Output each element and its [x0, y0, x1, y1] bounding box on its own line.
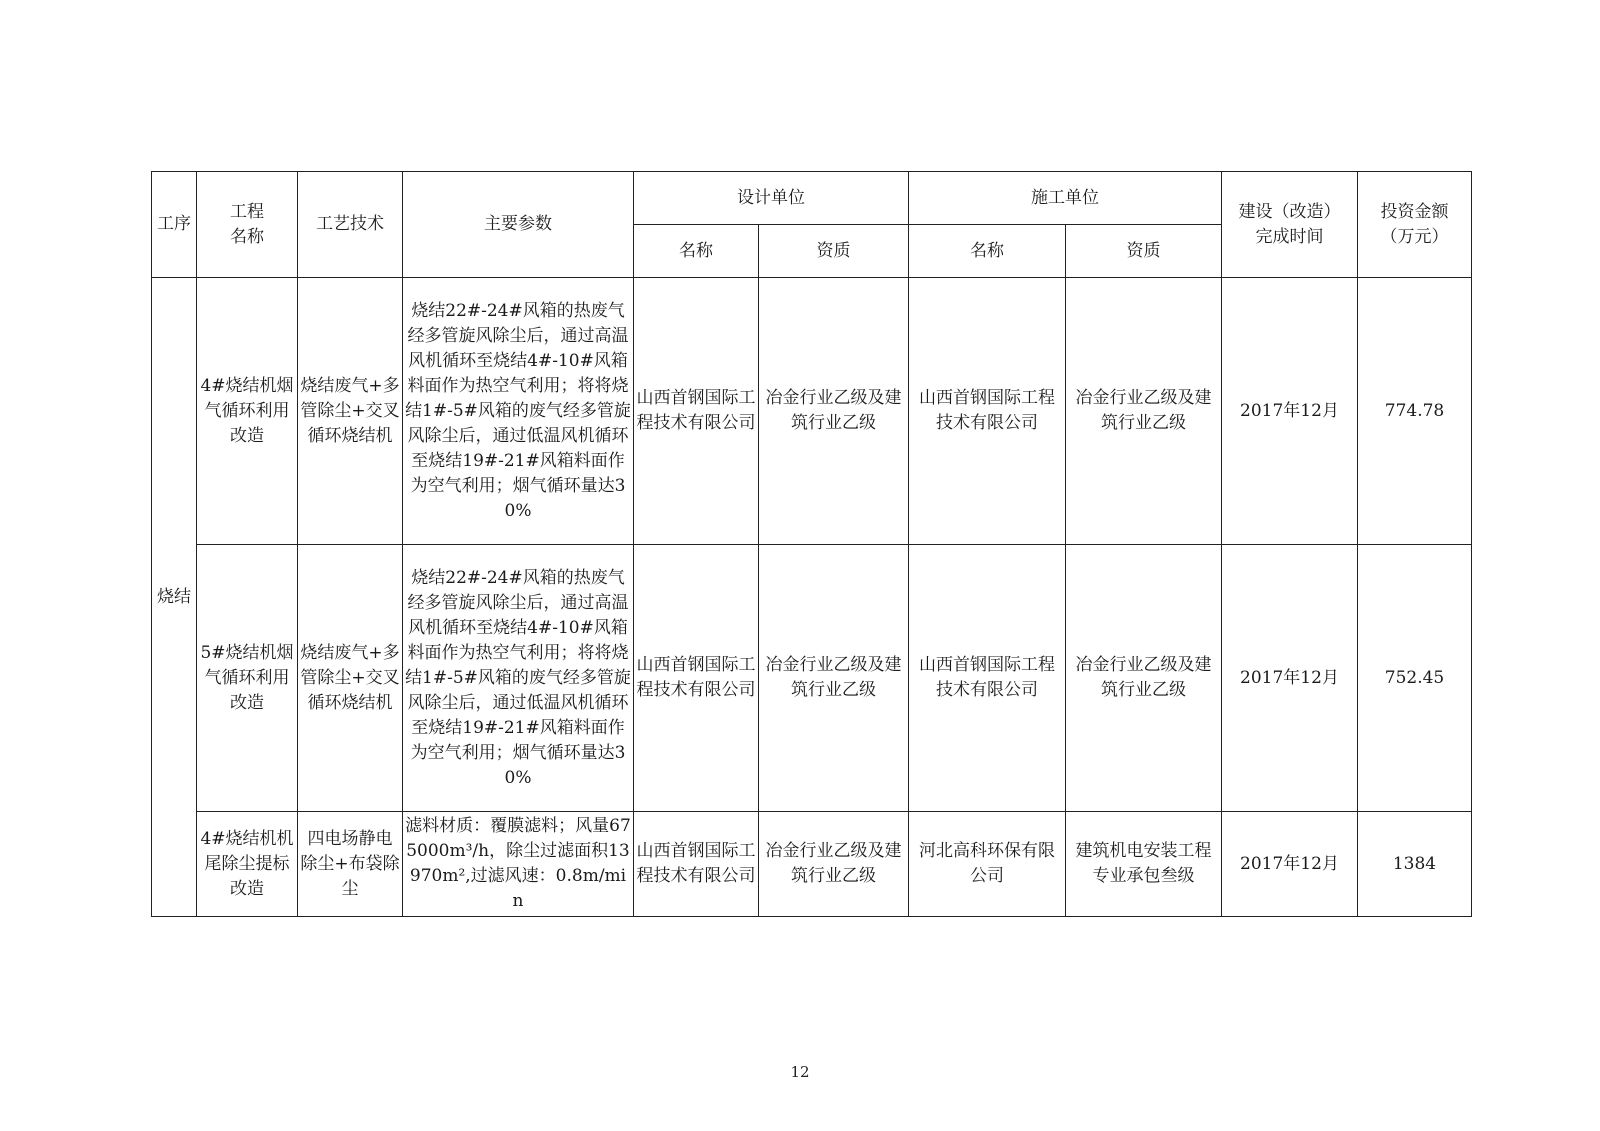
investment-cell: 752.45 — [1358, 545, 1472, 812]
construction-name-cell: 山西首钢国际工程技术有限公司 — [909, 278, 1066, 545]
construction-name-cell: 河北高科环保有限公司 — [909, 812, 1066, 917]
main-params-cell: 烧结22#-24#风箱的热废气经多管旋风除尘后，通过高温风机循环至烧结4#-10#风箱料面作为热空气利用；将将烧结1#-5#风箱的废气经多管旋风除尘后，通过低温风机循环至烧结19#-21#风箱料面作为空气利用；烟气循环量达30% — [403, 278, 634, 545]
header-technology: 工艺技术 — [298, 172, 403, 278]
construction-qualification-cell: 建筑机电安装工程专业承包叁级 — [1066, 812, 1222, 917]
design-name-cell: 山西首钢国际工程技术有限公司 — [634, 812, 759, 917]
technology-cell: 烧结废气+多 管除尘+交叉 循环烧结机 — [298, 278, 403, 545]
investment-cell: 1384 — [1358, 812, 1472, 917]
completion-time-cell: 2017年12月 — [1222, 545, 1358, 812]
design-qualification-cell: 冶金行业乙级及建筑行业乙级 — [759, 278, 909, 545]
investment-cell: 774.78 — [1358, 278, 1472, 545]
technology-cell: 四电场静电除尘+布袋除尘 — [298, 812, 403, 917]
main-params-cell: 滤料材质：覆膜滤料；风量675000m³/h，除尘过滤面积13970m²,过滤风速：0.8m/min — [403, 812, 634, 917]
design-name-cell: 山西首钢国际工程技术有限公司 — [634, 278, 759, 545]
page-number: 12 — [790, 1063, 810, 1081]
header-project-name: 工程 名称 — [197, 172, 298, 278]
process-group-cell: 烧结 — [152, 278, 197, 917]
table-row — [152, 278, 1472, 545]
design-name-cell: 山西首钢国际工程技术有限公司 — [634, 545, 759, 812]
design-qualification-cell: 冶金行业乙级及建筑行业乙级 — [759, 812, 909, 917]
header-process: 工序 — [152, 172, 197, 278]
header-design-name: 名称 — [634, 225, 759, 278]
header-investment: 投资金额 （万元） — [1358, 172, 1472, 278]
table-row — [152, 812, 1472, 917]
completion-time-cell: 2017年12月 — [1222, 278, 1358, 545]
header-main-params: 主要参数 — [403, 172, 634, 278]
design-qualification-cell: 冶金行业乙级及建筑行业乙级 — [759, 545, 909, 812]
header-design-unit: 设计单位 — [634, 172, 909, 225]
header-design-qualification: 资质 — [759, 225, 909, 278]
main-params-cell: 烧结22#-24#风箱的热废气经多管旋风除尘后，通过高温风机循环至烧结4#-10#风箱料面作为热空气利用；将将烧结1#-5#风箱的废气经多管旋风除尘后，通过低温风机循环至烧结19#-21#风箱料面作为空气利用；烟气循环量达30% — [403, 545, 634, 812]
project-name-cell: 5#烧结机烟气循环利用改造 — [197, 545, 298, 812]
technology-cell: 烧结废气+多 管除尘+交叉 循环烧结机 — [298, 545, 403, 812]
construction-qualification-cell: 冶金行业乙级及建筑行业乙级 — [1066, 545, 1222, 812]
header-completion-time: 建设（改造） 完成时间 — [1222, 172, 1358, 278]
project-name-cell: 4#烧结机烟气循环利用改造 — [197, 278, 298, 545]
header-construction-name: 名称 — [909, 225, 1066, 278]
header-row-1 — [152, 172, 1472, 225]
project-name-cell: 4#烧结机机尾除尘提标改造 — [197, 812, 298, 917]
table-row — [152, 545, 1472, 812]
construction-qualification-cell: 冶金行业乙级及建筑行业乙级 — [1066, 278, 1222, 545]
completion-time-cell: 2017年12月 — [1222, 812, 1358, 917]
construction-name-cell: 山西首钢国际工程技术有限公司 — [909, 545, 1066, 812]
header-construction-qualification: 资质 — [1066, 225, 1222, 278]
header-construction-unit: 施工单位 — [909, 172, 1222, 225]
investment-table — [151, 171, 1472, 917]
